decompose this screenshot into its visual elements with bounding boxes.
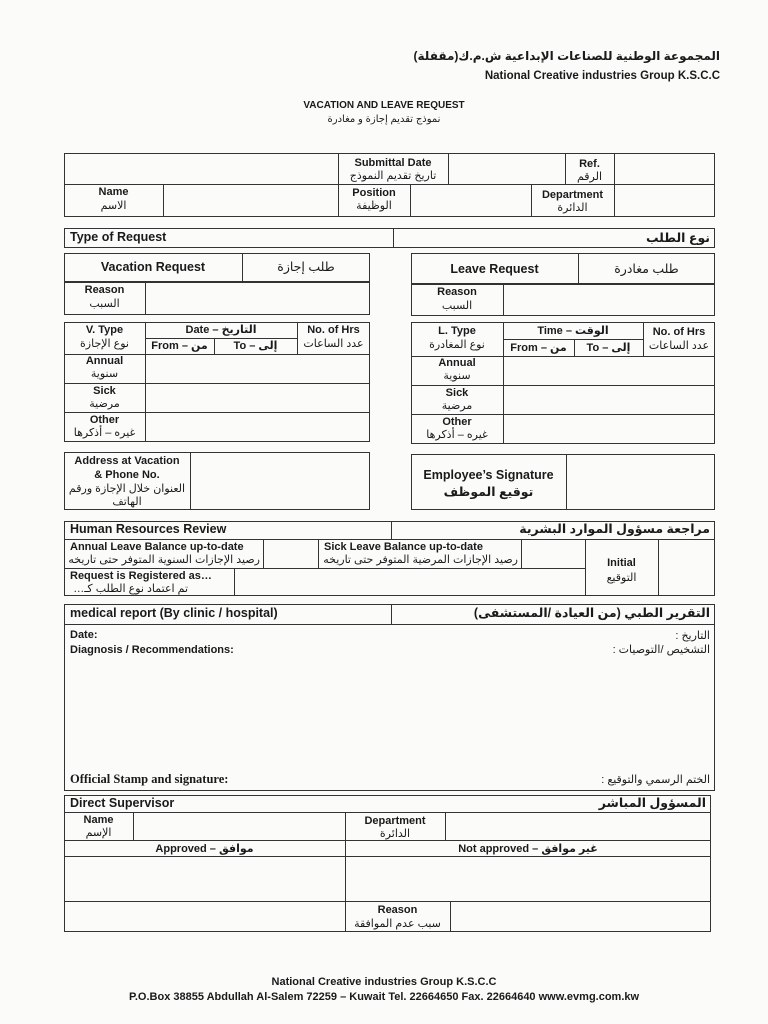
leave-time-header: Time – الوقت: [537, 325, 609, 337]
employee-signature-field[interactable]: [567, 455, 714, 509]
leave-other-label-arabic: غيره – أذكرها: [426, 429, 488, 441]
address-label-arabic-line1: العنوان خلال الإجازة ورقم: [68, 483, 186, 495]
annual-balance-label-arabic: رصيد الإجازات السنوية المتوفر حتى تاريخه: [68, 554, 260, 566]
company-name-arabic: المجموعة الوطنية للصناعات الإبداعية ش.م.ك(مقفلة): [413, 49, 720, 63]
address-field[interactable]: [191, 453, 369, 509]
rejection-reason-label-arabic: سبب عدم الموافقة: [354, 918, 441, 930]
address-label-arabic-line2: الهاتف: [112, 496, 142, 508]
supervisor-department-field[interactable]: [446, 813, 710, 839]
name-label: Name: [98, 186, 129, 198]
initial-label: Initial: [607, 557, 636, 569]
name-field[interactable]: [164, 185, 337, 216]
supervisor-name-label-arabic: الإسم: [85, 827, 112, 839]
diagnosis-field[interactable]: [66, 660, 713, 768]
form-title: VACATION AND LEAVE REQUEST: [303, 100, 465, 111]
medical-date-label: Date:: [70, 629, 98, 641]
department-label-arabic: الدائرة: [557, 202, 588, 214]
company-name-english: National Creative industries Group K.S.C.C: [484, 70, 720, 82]
vacation-other-label: Other: [89, 414, 120, 426]
department-field[interactable]: [615, 185, 714, 216]
not-approved-label: Not approved – غير موافق: [458, 843, 598, 855]
ref-field[interactable]: [615, 154, 714, 183]
supervisor-name-field[interactable]: [134, 813, 344, 839]
official-stamp-label-arabic: الختم الرسمي والتوقيع :: [601, 774, 710, 786]
registered-as-label: Request is Registered as…: [70, 570, 212, 582]
leave-type-header: L. Type: [438, 325, 476, 337]
address-label-line2: & Phone No.: [94, 469, 160, 481]
leave-other-field[interactable]: [504, 415, 714, 443]
vacation-sick-label-arabic: مرضية: [89, 398, 120, 410]
leave-hrs-header: No. of Hrs: [652, 326, 706, 338]
vacation-reason-field[interactable]: [146, 283, 369, 314]
vacation-sick-field[interactable]: [146, 384, 369, 411]
supervisor-department-label: Department: [364, 815, 426, 827]
vacation-request-label-arabic: طلب إجازة: [277, 260, 335, 274]
footer-address: P.O.Box 38855 Abdullah Al-Salem 72259 – Kuwait Tel. 22664650 Fax. 22664640 www.evmg.com.kw: [128, 991, 640, 1003]
diagnosis-label: Diagnosis / Recommendations:: [70, 644, 234, 656]
leave-sick-label: Sick: [445, 387, 469, 399]
ref-label: Ref.: [579, 158, 600, 170]
leave-annual-label: Annual: [438, 357, 476, 369]
direct-supervisor-title-arabic: المسؤول المباشر: [598, 796, 706, 810]
vacation-hrs-header: No. of Hrs: [307, 324, 360, 336]
vacation-request-label: Vacation Request: [100, 260, 206, 274]
vacation-type-header-arabic: نوع الإجازة: [80, 338, 129, 350]
vacation-reason-label-arabic: السبب: [89, 298, 120, 310]
vacation-to-header: To – إلى: [233, 340, 278, 352]
leave-annual-field[interactable]: [504, 357, 714, 384]
form-title-arabic: نموذج تقديم إجازة و مغادرة: [327, 114, 441, 125]
hr-review-title: Human Resources Review: [70, 522, 227, 536]
registered-as-field[interactable]: [235, 569, 584, 595]
position-label: Position: [352, 187, 396, 199]
leave-request-label-arabic: طلب مغادرة: [614, 262, 679, 276]
medical-date-label-arabic: التاريخ :: [675, 630, 710, 642]
supervisor-name-label: Name: [83, 814, 114, 826]
annual-balance-field[interactable]: [264, 540, 317, 567]
medical-report-title-arabic: التقرير الطبي (من العيادة /المستشفى): [473, 606, 710, 620]
leave-annual-label-arabic: سنوية: [443, 370, 471, 382]
registered-as-label-arabic: تم اعتماد نوع الطلب كـ…: [73, 583, 188, 595]
diagnosis-label-arabic: التشخيص /التوصيات :: [612, 644, 710, 656]
vacation-annual-label-arabic: سنوية: [90, 368, 119, 380]
annual-balance-label: Annual Leave Balance up-to-date: [70, 541, 244, 553]
supervisor-department-label-arabic: الدائرة: [379, 828, 411, 840]
vacation-from-header: From – من: [151, 340, 208, 352]
ref-label-arabic: الرقم: [576, 171, 603, 183]
leave-other-label: Other: [442, 416, 472, 428]
vacation-annual-label: Annual: [85, 355, 124, 367]
submittal-date-label: Submittal Date: [354, 157, 432, 169]
address-label-line1: Address at Vacation: [74, 455, 180, 467]
leave-reason-label-arabic: السبب: [441, 300, 473, 312]
vacation-other-field[interactable]: [146, 413, 369, 441]
vacation-hrs-header-arabic: عدد الساعات: [303, 338, 364, 350]
medical-report-title: medical report (By clinic / hospital): [70, 606, 278, 620]
direct-supervisor-title: Direct Supervisor: [70, 796, 175, 810]
vacation-annual-field[interactable]: [146, 355, 369, 382]
footer-company: National Creative industries Group K.S.C.C: [271, 976, 497, 988]
position-label-arabic: الوظيفة: [356, 200, 392, 212]
sick-balance-label: Sick Leave Balance up-to-date: [324, 541, 483, 553]
vacation-date-header: Date – التاريخ: [185, 324, 257, 336]
leave-to-header: To – إلى: [586, 342, 631, 354]
leave-hrs-header-arabic: عدد الساعات: [648, 340, 710, 352]
initial-field[interactable]: [659, 540, 714, 595]
submittal-date-label-arabic: تاريخ تقديم النموذج: [349, 170, 437, 182]
rejection-reason-label: Reason: [377, 904, 418, 916]
submittal-date-field[interactable]: [449, 154, 564, 183]
employee-signature-label-arabic: توقيع الموظف: [443, 485, 534, 499]
employee-signature-label: Employee’s Signature: [423, 468, 554, 482]
vacation-other-label-arabic: غيره – أذكرها: [73, 427, 136, 439]
type-of-request-title-arabic: نوع الطلب: [645, 231, 710, 245]
leave-sick-field[interactable]: [504, 386, 714, 413]
rejection-reason-field[interactable]: [451, 902, 710, 931]
vacation-type-header: V. Type: [85, 324, 124, 336]
name-label-arabic: الاسم: [100, 200, 127, 212]
hr-review-title-arabic: مراجعة مسؤول الموارد البشرية: [519, 522, 710, 536]
leave-sick-label-arabic: مرضية: [441, 400, 473, 412]
vacation-reason-label: Reason: [84, 284, 125, 296]
sick-balance-field[interactable]: [522, 540, 584, 567]
leave-request-label: Leave Request: [450, 262, 539, 276]
leave-reason-field[interactable]: [504, 285, 714, 315]
sick-balance-label-arabic: رصيد الإجازات المرضية المتوفر حتى تاريخه: [323, 554, 518, 566]
leave-from-header: From – من: [510, 342, 567, 354]
leave-type-header-arabic: نوع المغادرة: [429, 339, 485, 351]
approved-label: Approved – موافق: [155, 843, 254, 855]
official-stamp-label: Official Stamp and signature:: [70, 772, 229, 786]
approved-signature-field[interactable]: [65, 857, 344, 931]
not-approved-signature-field[interactable]: [346, 857, 710, 900]
vacation-sick-label: Sick: [93, 385, 116, 397]
leave-reason-label: Reason: [437, 286, 477, 298]
department-label: Department: [541, 189, 604, 201]
position-field[interactable]: [411, 185, 530, 216]
initial-label-arabic: التوقيع: [606, 572, 637, 584]
type-of-request-title: Type of Request: [70, 230, 167, 244]
